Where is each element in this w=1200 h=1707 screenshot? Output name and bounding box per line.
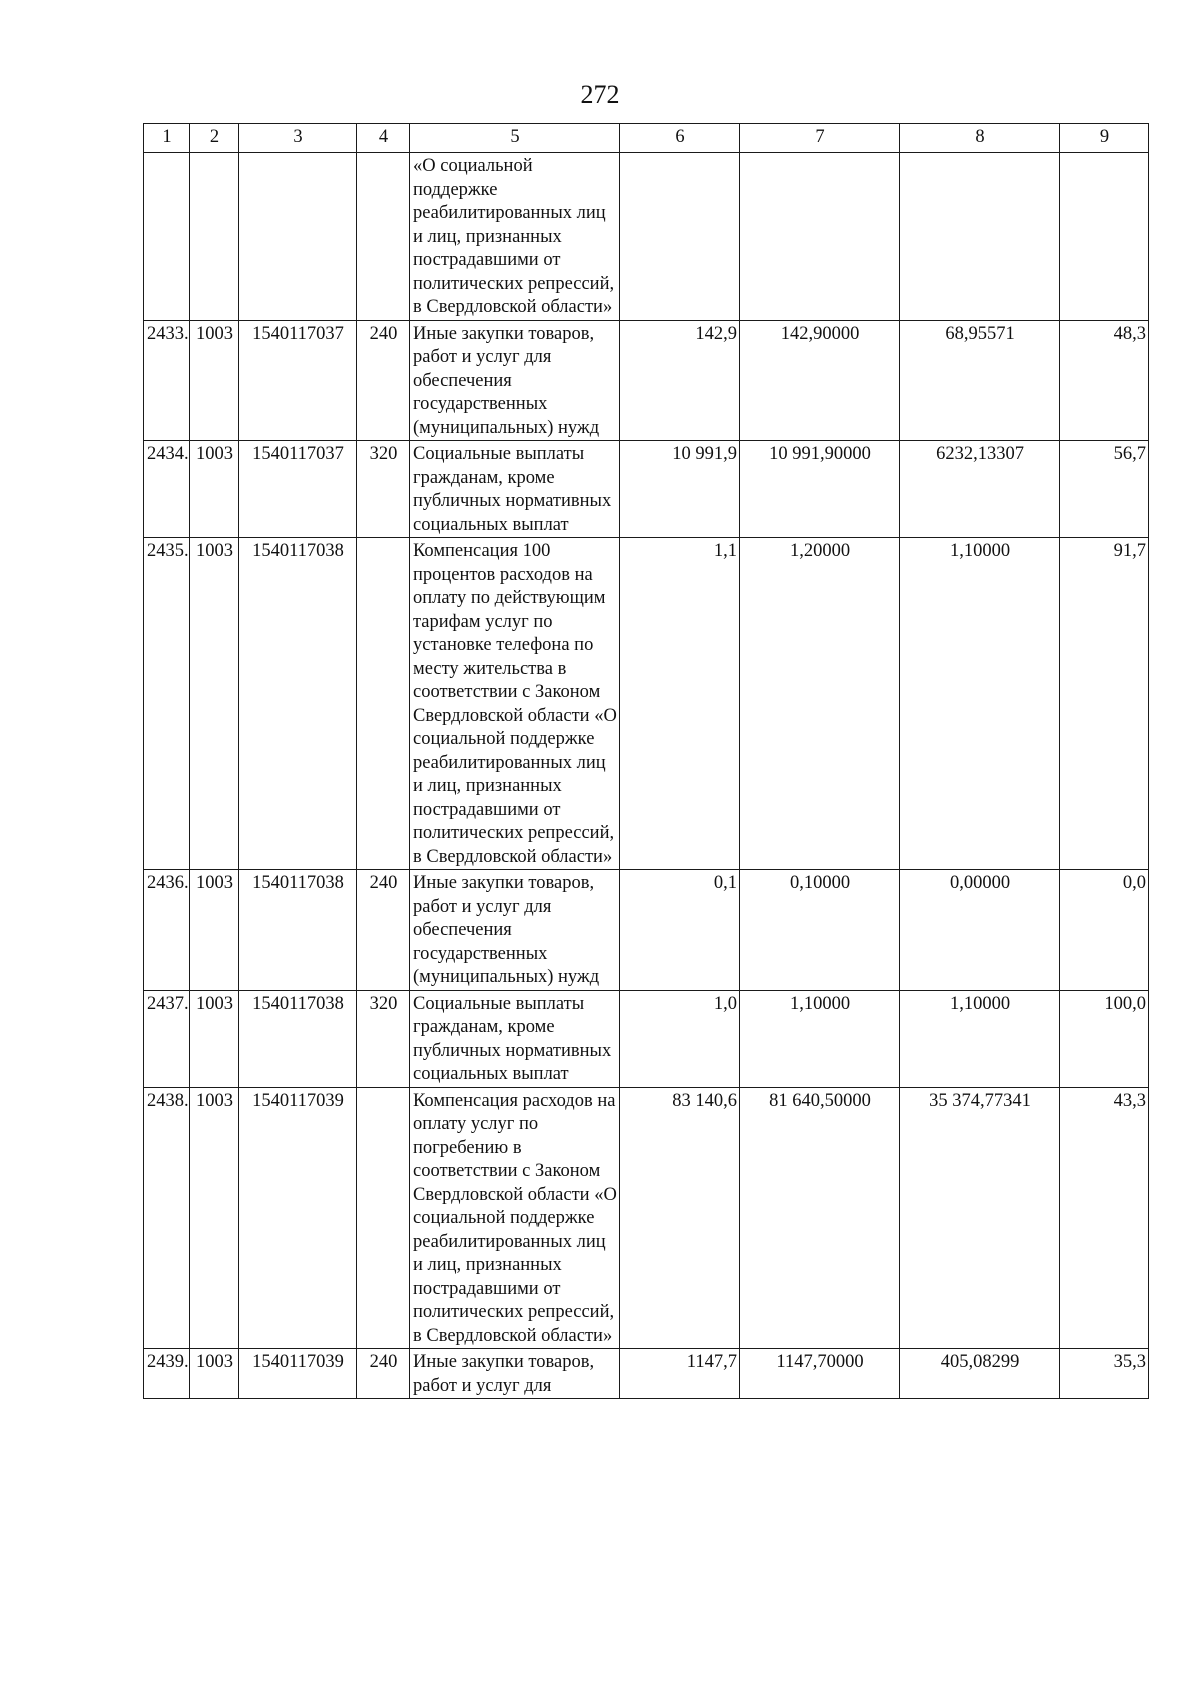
executed-amount: 1,10000 <box>900 990 1060 1087</box>
header-col-2: 2 <box>190 124 239 153</box>
item-name: Социальные выплаты гражданам, кроме публичных нормативных социальных выплат <box>410 441 620 538</box>
target-code: 1540117037 <box>239 320 357 441</box>
header-col-8: 8 <box>900 124 1060 153</box>
budget-table <box>143 123 1149 1399</box>
header-col-4: 4 <box>357 124 410 153</box>
expense-type-code <box>357 1087 410 1349</box>
table-row <box>144 1087 1149 1349</box>
refined-amount: 1,20000 <box>740 538 900 870</box>
execution-percent: 56,7 <box>1060 441 1149 538</box>
table-row <box>144 153 1149 321</box>
row-number: 2439. <box>144 1349 190 1399</box>
section-code: 1003 <box>190 1087 239 1349</box>
row-number: 2438. <box>144 1087 190 1349</box>
execution-percent: 0,0 <box>1060 870 1149 991</box>
plan-amount: 1,0 <box>620 990 740 1087</box>
executed-amount: 68,95571 <box>900 320 1060 441</box>
row-number: 2437. <box>144 990 190 1087</box>
row-number: 2436. <box>144 870 190 991</box>
plan-amount: 1147,7 <box>620 1349 740 1399</box>
header-col-9: 9 <box>1060 124 1149 153</box>
executed-amount: 1,10000 <box>900 538 1060 870</box>
row-number: 2433. <box>144 320 190 441</box>
plan-amount <box>620 153 740 321</box>
header-col-6: 6 <box>620 124 740 153</box>
execution-percent: 43,3 <box>1060 1087 1149 1349</box>
expense-type-code <box>357 538 410 870</box>
plan-amount: 83 140,6 <box>620 1087 740 1349</box>
item-name: Компенсация расходов на оплату услуг по погребению в соответствии с Законом Свердловской области «О социальной поддержке реабилитированных лиц и лиц, признанных пострадавшими от политических репрессий, в Свердловской области» <box>410 1087 620 1349</box>
refined-amount: 1147,70000 <box>740 1349 900 1399</box>
section-code: 1003 <box>190 1349 239 1399</box>
row-number <box>144 153 190 321</box>
section-code <box>190 153 239 321</box>
table-row <box>144 441 1149 538</box>
target-code: 1540117039 <box>239 1349 357 1399</box>
execution-percent: 91,7 <box>1060 538 1149 870</box>
section-code: 1003 <box>190 538 239 870</box>
executed-amount: 0,00000 <box>900 870 1060 991</box>
header-col-5: 5 <box>410 124 620 153</box>
item-name: Компенсация 100 процентов расходов на оплату по действующим тарифам услуг по установке телефона по месту жительства в соответствии с Законом Свердловской области «О социальной поддержке реабилитированных лиц и лиц, признанных пострадавшими от политических репрессий, в Свердловской области» <box>410 538 620 870</box>
refined-amount: 81 640,50000 <box>740 1087 900 1349</box>
table-row <box>144 1349 1149 1399</box>
target-code: 1540117038 <box>239 870 357 991</box>
header-col-3: 3 <box>239 124 357 153</box>
executed-amount: 405,08299 <box>900 1349 1060 1399</box>
refined-amount: 10 991,90000 <box>740 441 900 538</box>
executed-amount: 35 374,77341 <box>900 1087 1060 1349</box>
refined-amount: 1,10000 <box>740 990 900 1087</box>
row-number: 2434. <box>144 441 190 538</box>
refined-amount <box>740 153 900 321</box>
section-code: 1003 <box>190 990 239 1087</box>
expense-type-code: 320 <box>357 990 410 1087</box>
target-code: 1540117038 <box>239 990 357 1087</box>
section-code: 1003 <box>190 870 239 991</box>
row-number: 2435. <box>144 538 190 870</box>
item-name: «О социальной поддержке реабилитированных лиц и лиц, признанных пострадавшими от политических репрессий, в Свердловской области» <box>410 153 620 321</box>
item-name: Иные закупки товаров, работ и услуг для <box>410 1349 620 1399</box>
item-name: Социальные выплаты гражданам, кроме публичных нормативных социальных выплат <box>410 990 620 1087</box>
refined-amount: 142,90000 <box>740 320 900 441</box>
expense-type-code: 240 <box>357 1349 410 1399</box>
executed-amount <box>900 153 1060 321</box>
expense-type-code: 240 <box>357 320 410 441</box>
table-row <box>144 990 1149 1087</box>
plan-amount: 142,9 <box>620 320 740 441</box>
execution-percent: 48,3 <box>1060 320 1149 441</box>
plan-amount: 1,1 <box>620 538 740 870</box>
table-row <box>144 870 1149 991</box>
expense-type-code: 320 <box>357 441 410 538</box>
expense-type-code: 240 <box>357 870 410 991</box>
table-row <box>144 320 1149 441</box>
expense-type-code <box>357 153 410 321</box>
execution-percent <box>1060 153 1149 321</box>
execution-percent: 100,0 <box>1060 990 1149 1087</box>
header-row <box>144 124 1149 153</box>
executed-amount: 6232,13307 <box>900 441 1060 538</box>
plan-amount: 0,1 <box>620 870 740 991</box>
target-code: 1540117038 <box>239 538 357 870</box>
item-name: Иные закупки товаров, работ и услуг для обеспечения государственных (муниципальных) нужд <box>410 870 620 991</box>
item-name: Иные закупки товаров, работ и услуг для обеспечения государственных (муниципальных) нужд <box>410 320 620 441</box>
execution-percent: 35,3 <box>1060 1349 1149 1399</box>
section-code: 1003 <box>190 320 239 441</box>
target-code: 1540117037 <box>239 441 357 538</box>
header-col-1: 1 <box>144 124 190 153</box>
header-col-7: 7 <box>740 124 900 153</box>
table-row <box>144 538 1149 870</box>
target-code <box>239 153 357 321</box>
page-number: 272 <box>580 80 620 109</box>
section-code: 1003 <box>190 441 239 538</box>
refined-amount: 0,10000 <box>740 870 900 991</box>
target-code: 1540117039 <box>239 1087 357 1349</box>
plan-amount: 10 991,9 <box>620 441 740 538</box>
